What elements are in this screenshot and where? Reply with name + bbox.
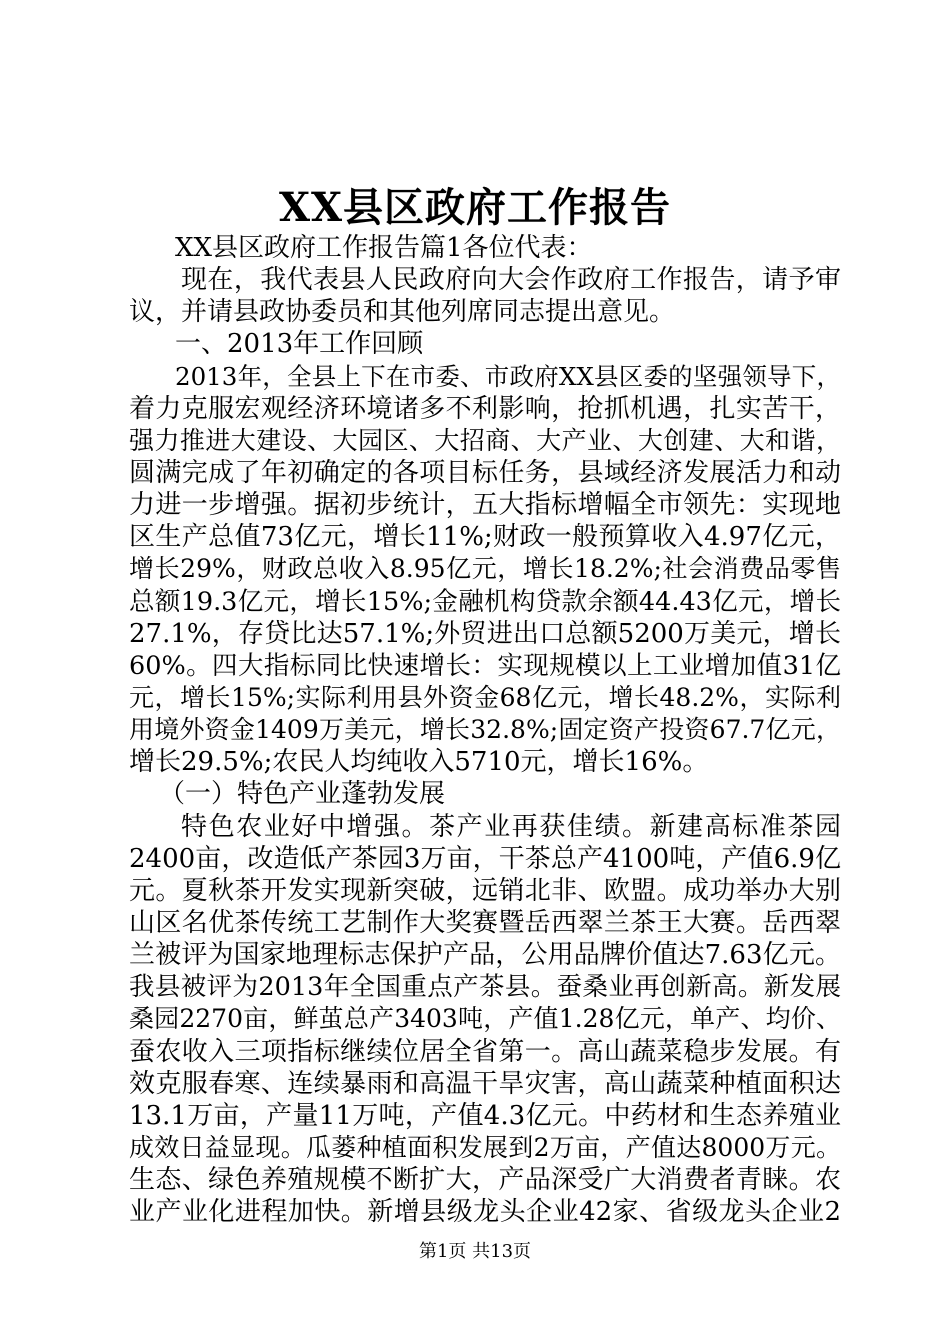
text-line: 成效日益显现。瓜蒌种植面积发展到2万亩，产值达8000万元。 [129,1132,841,1162]
text-line: 我县被评为2013年全国重点产茶县。蚕桑业再创新高。新发展 [129,972,841,1003]
text-line: 强力推进大建设、大园区、大招商、大产业、大创建、大和谐， [129,425,841,455]
text-line: 元，增长15%;实际利用县外资金68亿元，增长48.2%，实际利 [129,682,841,712]
text-line: 区生产总值73亿元，增长11%;财政一般预算收入4.97亿元， [129,522,841,553]
text-line: 业产业化进程加快。新增县级龙头企业42家、省级龙头企业2 [129,1197,841,1228]
text-line: 2013年，全县上下在市委、市政府XX县区委的坚强领导下， [175,361,841,391]
text-line: 增长29.5%;农民人均纯收入5710元，增长16%。 [129,747,709,778]
text-line: 圆满完成了年初确定的各项目标任务，县域经济发展活力和动 [129,457,841,488]
text-line: 元。夏秋茶开发实现新突破，远销北非、欧盟。成功举办大别 [129,875,841,906]
document-title: XX县区政府工作报告 [278,184,672,231]
text-line: XX县区政府工作报告篇1各位代表： [175,233,593,263]
text-line: 用境外资金1409万美元，增长32.8%;固定资产投资67.7亿元， [129,715,841,745]
text-line: 生态、绿色养殖规模不断扩大，产品深受广大消费者青睐。农 [129,1165,841,1196]
text-line: 13.1万亩，产量11万吨，产值4.3亿元。中药材和生态养殖业 [129,1100,841,1131]
text-line: 特色农业好中增强。茶产业再获佳绩。新建高标准茶园 [181,811,841,842]
text-line: 现在，我代表县人民政府向大会作政府工作报告，请予审 [181,265,841,296]
text-line: 山区名优茶传统工艺制作大奖赛暨岳西翠兰茶王大赛。岳西翠 [129,907,841,938]
text-line: 总额19.3亿元，增长15%;金融机构贷款余额44.43亿元，增长 [129,586,841,617]
text-line: 议，并请县政协委员和其他列席同志提出意见。 [129,297,676,328]
text-line: 增长29%，财政总收入8.95亿元，增长18.2%;社会消费品零售 [129,554,841,584]
text-line: 着力克服宏观经济环境诸多不利影响，抢抓机遇，扎实苦干， [129,393,841,424]
text-line: 27.1%，存贷比达57.1%;外贸进出口总额5200万美元，增长 [129,618,841,649]
page-indicator: 第1页 共13页 [418,1241,532,1262]
text-line: 力进一步增强。据初步统计，五大指标增幅全市领先：实现地 [129,490,841,521]
text-line: 60%。四大指标同比快速增长：实现规模以上工业增加值31亿 [129,650,841,681]
text-line: 桑园2270亩，鲜茧总产3403吨，产值1.28亿元，单产、均价、 [129,1004,841,1034]
text-line: （一）特色产业蓬勃发展 [159,779,446,810]
document-body [129,232,841,1228]
text-line: 蚕农收入三项指标继续位居全省第一。高山蔬菜稳步发展。有 [129,1036,841,1067]
text-line: 一、2013年工作回顾 [175,329,424,360]
text-line: 效克服春寒、连续暴雨和高温干旱灾害，高山蔬菜种植面积达 [129,1068,841,1099]
text-line: 兰被评为国家地理标志保护产品，公用品牌价值达7.63亿元。 [129,940,841,971]
text-line: 2400亩，改造低产茶园3万亩，干茶总产4100吨，产值6.9亿 [129,843,841,874]
